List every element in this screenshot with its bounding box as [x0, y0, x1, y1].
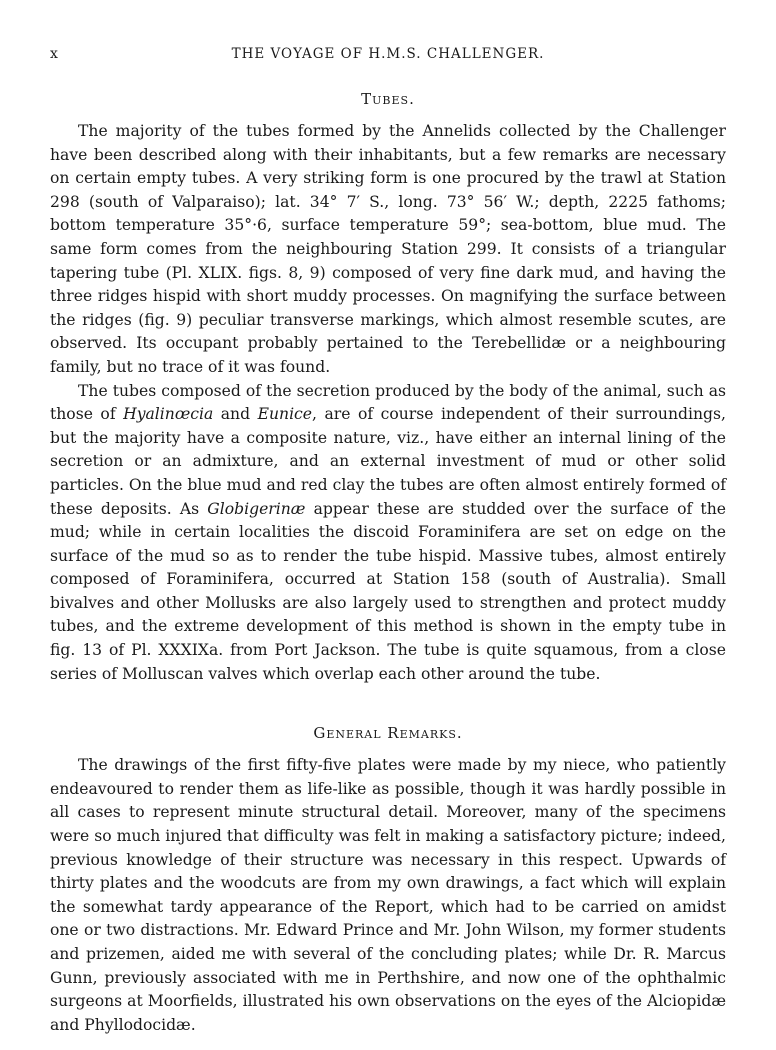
section-heading-tubes: Tubes. — [361, 90, 415, 108]
text-run: The tubes composed of the secretion produced by the body of the animal, such as those of — [50, 381, 726, 424]
tubes-paragraph-2 — [50, 380, 726, 687]
page-number: x — [50, 46, 59, 62]
text-run: , are of course independent of their surroundings, but the majority have a composite nature, viz., have either an internal lining of the secretion or an admixture, and an external investment of mud or other solid particles. On the blue mud and red clay the tubes are often almost entirely formed of these deposits. As — [50, 405, 726, 518]
tubes-paragraph-1: The majority of the tubes formed by the Annelids collected by the Challenger have been described along with their inhabitants, but a few remarks are necessary on certain empty tubes. A very striking form is one procured by the trawl at Station 298 (south of Valparaiso); lat. 34° 7′ S., long. 73° 56′ W.; depth, 2225 fathoms; bottom temperature 35°·6, surface temperature 59°; sea-bottom, blue mud. The same form comes from the neighbouring Station 299. It consists of a triangular tapering tube (Pl. XLIX. figs. 8, 9) composed of very fine dark mud, and having the three ridges hispid with short muddy processes. On magnifying the surface between the ridges (fig. 9) peculiar transverse markings, which almost resemble scutes, are observed. Its occupant probably pertained to the Terebellidæ or a neighbouring family, but no trace of it was found. — [50, 122, 726, 376]
section-heading-general-remarks: General Remarks. — [313, 724, 463, 743]
general-remarks-paragraph: The drawings of the first fifty-five plates were made by my niece, who patiently endeavoured to render them as life-like as possible, though it was hardly possible in all cases to represent minute structural detail. Moreover, many of the specimens were so much injured that difficulty was felt in making a satisfactory picture; indeed, previous knowledge of their structure was necessary in this respect. Upwards of thirty plates and the woodcuts are from my own drawings, a fact which will explain the somewhat tardy appearance of the Report, which had to be carried on amidst one or two distractions. Mr. Edward Prince and Mr. John Wilson, my former students and prizemen, aided me with several of the concluding plates; while Dr. R. Marcus Gunn, previously associated with me in Perthshire, and now one of the ophthalmic surgeons at Moorfields, illustrated his own observations on the eyes of the Alciopidæ and Phyllodocidæ. — [50, 756, 726, 1034]
taxon-name: Eunice — [257, 405, 313, 424]
running-title: THE VOYAGE OF H.M.S. CHALLENGER. — [231, 46, 545, 62]
text-run: appear these are studded over the surface of the mud; while in certain localities the discoid Foraminifera are set on edge on the surface of the mud so as to render the tube hispid. Massive tubes, almost entirely composed of Foraminifera, occurred at Station 158 (south of Australia). Small bivalves and other Mollusks are also largely used to strengthen and protect muddy tubes, and the extreme development of this method is shown in the empty tube in fig. 13 of Pl. XXXIXa. from Port Jackson. The tube is quite squamous, from a close series of Molluscan valves which overlap each other around the tube. — [50, 499, 726, 683]
page — [50, 44, 726, 1037]
taxon-name: Hyalinœcia — [123, 405, 214, 424]
taxon-name: Globigerinæ — [207, 499, 306, 518]
running-head — [50, 44, 726, 68]
text-run: and — [220, 405, 251, 424]
